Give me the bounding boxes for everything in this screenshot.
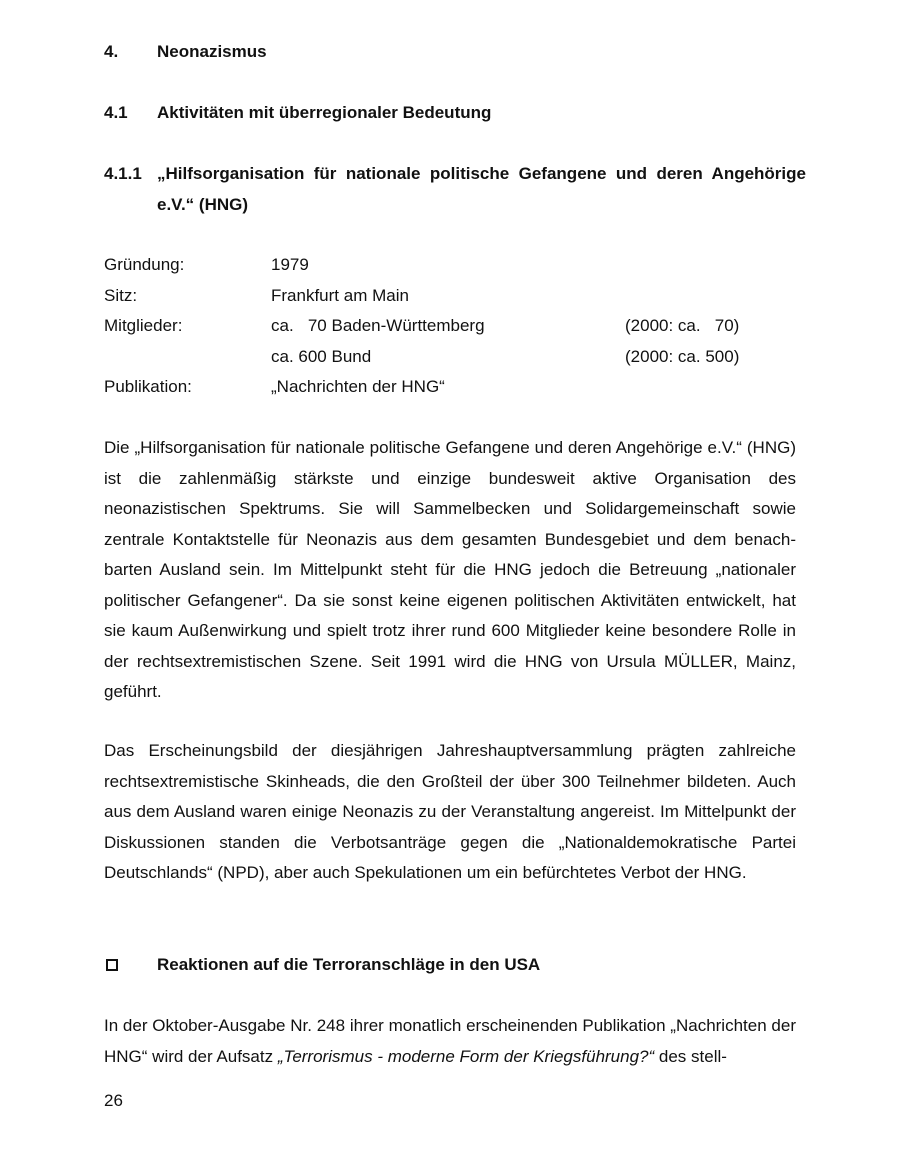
- section-heading-4: [104, 37, 804, 68]
- section-title: „Hilfsorganisation für nationale politische Gefangene und deren Angehörige e.V.“ (HNG): [157, 164, 806, 214]
- fact-label: Gründung:: [104, 255, 185, 274]
- fact-value: Frankfurt am Main: [271, 285, 409, 305]
- fact-row-seat: [104, 281, 804, 312]
- section-title: Neonazismus: [157, 42, 267, 61]
- fact-value: ca. 600 Bund: [271, 346, 372, 366]
- paragraph-text: des stell-: [654, 1046, 727, 1066]
- fact-label: Sitz:: [104, 285, 138, 305]
- paragraph-hng-description: Die „Hilfsorganisation für nationale politische Gefangene und deren Angehörige e.V.“ (HNG) ist die zahlenmäßig stärkste und einzige bundesweit aktive Organisation des neonazistischen Spektrums. Sie will Sammelbecken und Solidargemeinschaft sowie zentrale Kontaktstelle für Neonazis aus dem gesamten Bundesgebiet und dem benachbarten Ausland sein. Im Mittelpunkt steht für die HNG jedoch die Betreuung „nationaler politischer Gefangener“. Da sie sonst keine eigenen politischen Aktivitäten entwickelt, hat sie kaum Außenwirkung und spielt trotz ihrer rund 600 Mitglieder keine besondere Rolle in der rechtsextremistischen Szene. Seit 1991 wird die HNG von Ursula MÜLLER, Mainz, geführt.: [104, 438, 796, 701]
- fact-note: (2000: ca. 500): [625, 346, 740, 366]
- fact-value: ca. 70 Baden-Württemberg: [271, 316, 485, 335]
- section-title: Aktivitäten mit überregionaler Bedeutung: [157, 103, 492, 122]
- bullet-heading-title: Reaktionen auf die Terroranschläge in den USA: [157, 955, 541, 974]
- section-heading-4-1: [104, 98, 804, 129]
- fact-label: Mitglieder:: [104, 316, 183, 335]
- page-number: 26: [104, 1091, 123, 1110]
- section-heading-4-1-1: [104, 159, 806, 220]
- checkbox-icon: [106, 959, 118, 971]
- section-number: 4.: [104, 42, 119, 61]
- paragraph-october-issue: [104, 1011, 796, 1072]
- section-number: 4.1: [104, 103, 128, 122]
- organisation-facts: [104, 250, 804, 403]
- paragraph-annual-meeting: Das Erscheinungsbild der diesjährigen Jahreshauptversammlung prägten zahlreiche rechtsextremistische Skinheads, die den Großteil der über 300 Teilnehmer bildeten. Auch aus dem Ausland waren einige Neonazis zu der Veranstaltung angereist. Im Mittelpunkt der Diskussionen standen die Verbotsanträge gegen die „Nationaldemokratische Partei Deutschlands“ (NPD), aber auch Spekulationen um ein befürchtetes Verbot der HNG.: [104, 741, 796, 882]
- paragraph-text: In der Oktober-Ausgabe Nr. 248 ihrer monatlich erscheinenden Publikation „Nachrichten der HNG“ wird der Aufsatz: [104, 1016, 796, 1066]
- fact-value: 1979: [271, 255, 309, 274]
- fact-value: „Nachrichten der HNG“: [271, 377, 445, 396]
- article-title: „Terrorismus - moderne Form der Kriegsführung?“: [277, 1046, 655, 1066]
- fact-row-members-bw: [104, 311, 804, 342]
- fact-row-founding: [104, 250, 804, 281]
- fact-row-publication: [104, 372, 804, 403]
- fact-note: (2000: ca. 70): [625, 316, 740, 335]
- section-number: 4.1.1: [104, 164, 142, 183]
- fact-label: Publikation:: [104, 377, 192, 396]
- fact-row-members-federal: [104, 342, 804, 373]
- bullet-heading-terror-reactions: [104, 950, 804, 981]
